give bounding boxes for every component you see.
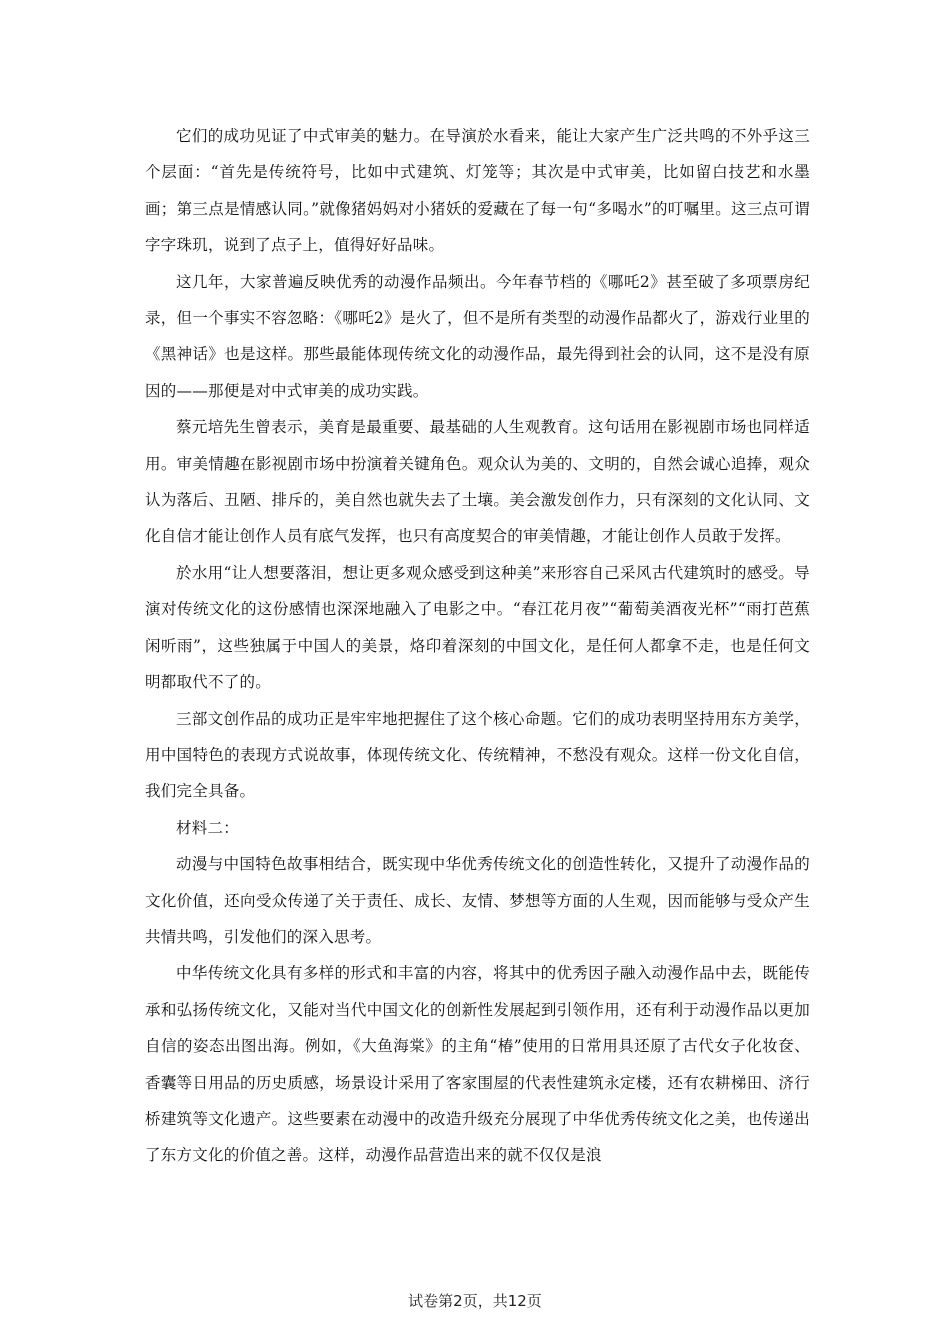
paragraph-3: 蔡元培先生曾表示，美育是最重要、最基础的人生观教育。这句话用在影视剧市场也同样适用。审美情趣在影视剧市场中扮演着关键角色。观众认为美的、文明的，自然会诚心追捧，观众认为落后、丑陋、排斥的，美自然也就失去了土壤。美会激发创作力，只有深刻的文化认同、文化自信才能让创作人员有底气发挥，也只有高度契合的审美情趣，才能让创作人员敢于发挥。 — [145, 418, 810, 546]
paragraph-2: 这几年，大家普遍反映优秀的动漫作品频出。今年春节档的《哪吒2》甚至破了多项票房纪录，但一个事实不容忽略：《哪吒2》是火了，但不是所有类型的动漫作品都火了，游戏行业里的《黑神话》也是这样。那些最能体现传统文化的动漫作品，最先得到社会的认同，这不是没有原因的——那便是对中式审美的成功实践。 — [145, 272, 810, 400]
paragraph-6: 动漫与中国特色故事相结合，既实现中华优秀传统文化的创造性转化，又提升了动漫作品的文化价值，还向受众传递了关于责任、成长、友情、梦想等方面的人生观，因而能够与受众产生共情共鸣，引发他们的深入思考。 — [145, 855, 810, 946]
page-footer: 试卷第2页，共12页 — [408, 1292, 542, 1310]
paragraph-4: 於水用“让人想要落泪，想让更多观众感受到这种美”来形容自己采风古代建筑时的感受。导演对传统文化的这份感情也深深地融入了电影之中。“春江花月夜”“葡萄美酒夜光杯”“雨打芭蕉闲听雨”，这些独属于中国人的美景，烙印着深刻的中国文化，是任何人都拿不走，也是任何文明都取代不了的。 — [145, 563, 810, 692]
paragraph-1: 它们的成功见证了中式审美的魅力。在导演於水看来，能让大家产生广泛共鸣的不外乎这三个层面：“首先是传统符号，比如中式建筑、灯笼等；其次是中式审美，比如留白技艺和水墨画；第三点是情感认同。”就像猪妈妈对小猪妖的爱藏在了每一句“多喝水”的叮嘱里。这三点可谓字字珠玑，说到了点子上，值得好好品味。 — [145, 127, 810, 255]
document-body — [145, 118, 810, 1174]
material-two-heading: 材料二： — [176, 818, 240, 837]
paragraph-5: 三部文创作品的成功正是牢牢地把握住了这个核心命题。它们的成功表明坚持用东方美学，用中国特色的表现方式说故事，体现传统文化、传统精神，不愁没有观众。这样一份文化自信，我们完全具备。 — [145, 709, 810, 801]
paragraph-7: 中华传统文化具有多样的形式和丰富的内容，将其中的优秀因子融入动漫作品中去，既能传承和弘扬传统文化，又能对当代中国文化的创新性发展起到引领作用，还有利于动漫作品以更加自信的姿态出图出海。例如，《大鱼海棠》的主角“椿”使用的日常用具还原了古代女子化妆奁、香囊等日用品的历史质感，场景设计采用了客家围屋的代表性建筑永定楼，还有农耕梯田、济行桥建筑等文化遗产。这些要素在动漫中的改造升级充分展现了中华优秀传统文化之美，也传递出了东方文化的价值之善。这样，动漫作品营造出来的就不仅仅是浪 — [145, 964, 810, 1165]
